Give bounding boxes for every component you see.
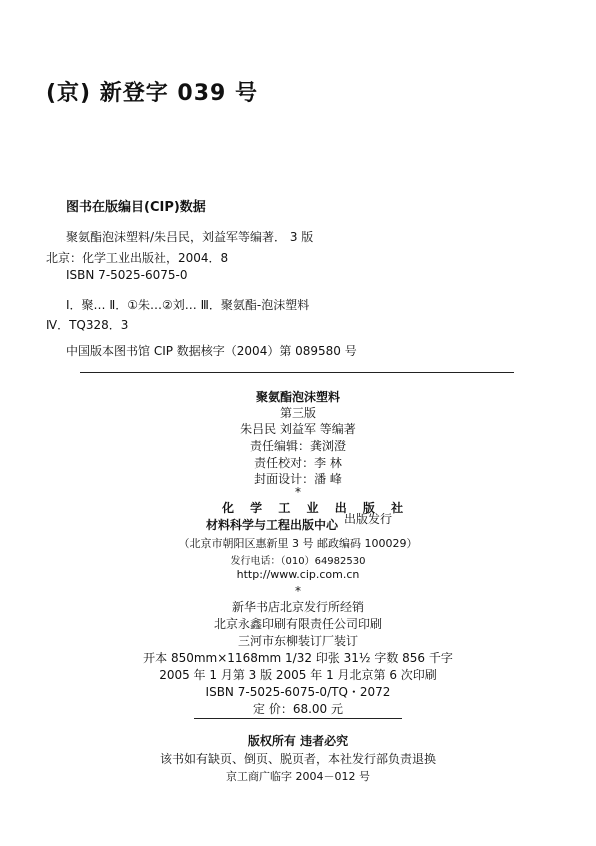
- authors: 朱吕民 刘益军 等编著: [240, 422, 356, 436]
- responsible-proofreader: 责任校对：李 林: [254, 456, 342, 470]
- printing-info: 2005 年 1 月第 3 版 2005 年 1 月北京第 6 次印刷: [159, 668, 437, 682]
- separator-star: *: [295, 485, 301, 499]
- business-license: 京工商广临字 2004－012 号: [226, 770, 370, 783]
- separator-star-2: *: [295, 584, 301, 598]
- cip-title-line: 聚氨酯泡沫塑料/朱吕民，刘益军等编著． 3 版: [66, 230, 314, 244]
- top-divider: [80, 372, 514, 373]
- publish-issue: 出版发行: [344, 512, 393, 526]
- format-info: 开本 850mm×1168mm 1/32 印张 31½ 字数 856 千字: [143, 651, 453, 665]
- book-title: 聚氨酯泡沫塑料: [255, 390, 340, 404]
- publisher-center: 材料科学与工程出版中心: [206, 518, 339, 532]
- responsible-editor: 责任编辑：龚浏澄: [249, 439, 346, 453]
- publisher-address: （北京市朝阳区惠新里 3 号 邮政编码 100029）: [178, 537, 418, 550]
- cip-record-line: 中国版本图书馆 CIP 数据核字（2004）第 089580 号: [66, 344, 357, 358]
- website-url: http://www.cip.com.cn: [236, 568, 360, 581]
- cip-tq-line: Ⅳ．TQ328．3: [46, 318, 129, 332]
- cip-heading: 图书在版编目(CIP)数据: [66, 200, 206, 215]
- printer: 北京永鑫印刷有限责任公司印刷: [213, 617, 382, 631]
- cip-publisher-line: 北京：化学工业出版社，2004．8: [46, 251, 229, 265]
- cip-isbn-line: ISBN 7-5025-6075-0: [66, 268, 188, 282]
- copyright-heading: 版权所有 违者必究: [247, 734, 349, 748]
- distributor: 新华书店北京发行所经销: [231, 600, 364, 614]
- binder: 三河市东柳装订厂装订: [237, 634, 358, 648]
- return-notice: 该书如有缺页、倒页、脱页者，本社发行部负责退换: [159, 752, 436, 766]
- price: 定 价：68.00 元: [253, 702, 343, 716]
- edition: 第三版: [279, 406, 316, 420]
- distribution-phone: 发行电话：（010）64982530: [230, 556, 366, 567]
- cip-classification-line: Ⅰ．聚… Ⅱ．①朱…②刘… Ⅲ．聚氨酯-泡沫塑料: [66, 298, 310, 312]
- registration-number: (京) 新登字 039 号: [46, 81, 259, 106]
- isbn-full: ISBN 7-5025-6075-0/TQ・2072: [205, 685, 391, 699]
- publisher-name: 化 学 工 业 出 版 社: [222, 501, 410, 515]
- cover-designer: 封面设计：潘 峰: [254, 472, 342, 486]
- bottom-divider: [194, 718, 402, 719]
